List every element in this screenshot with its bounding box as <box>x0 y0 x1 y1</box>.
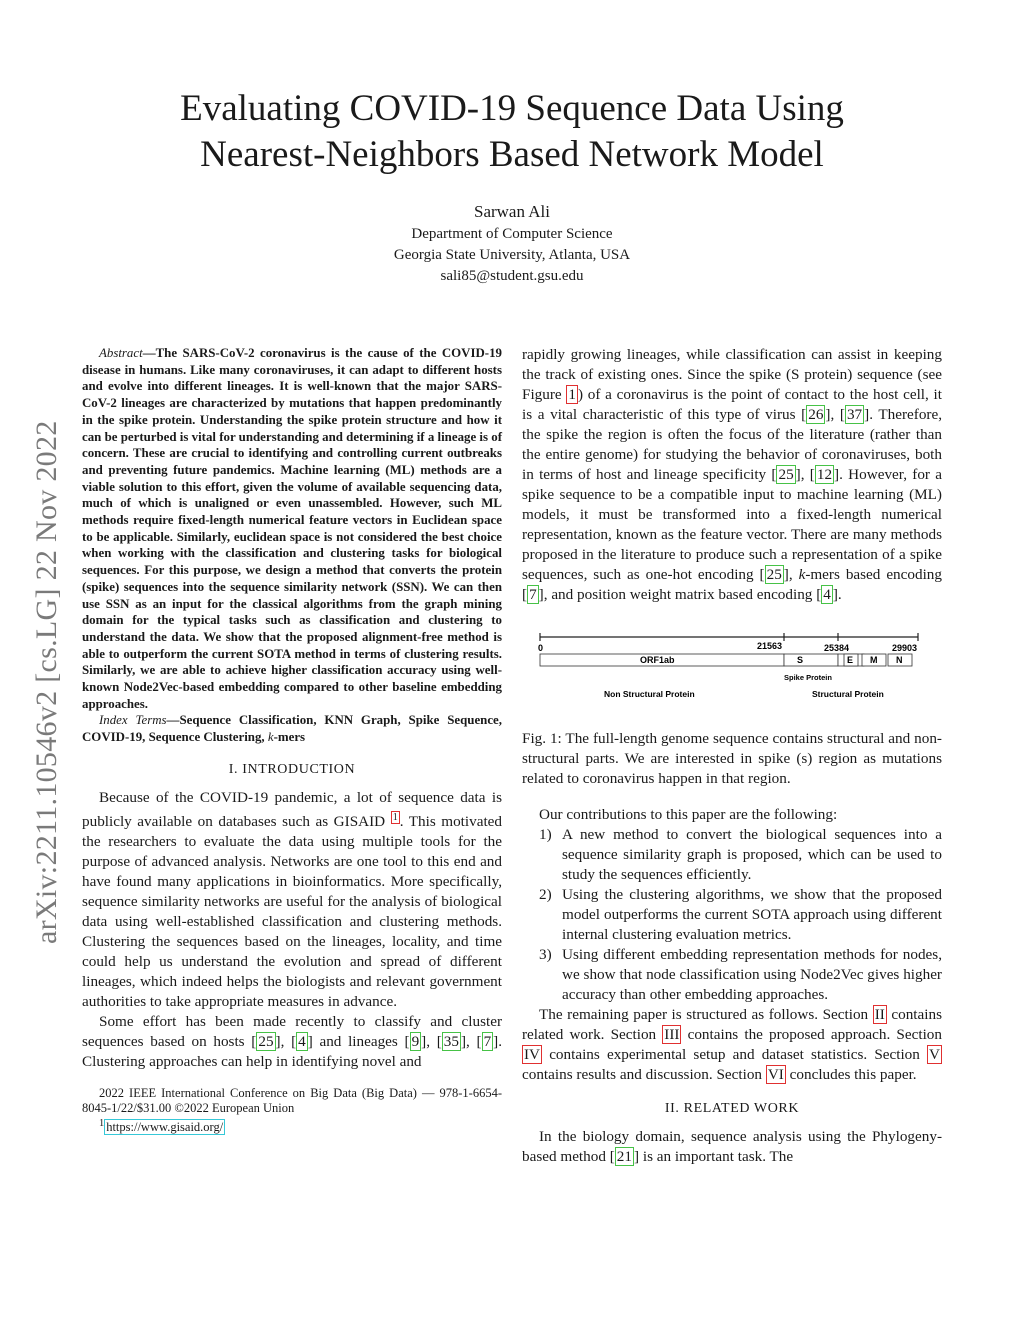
tick-label: 25384 <box>824 643 850 653</box>
section-ref-link[interactable]: IV <box>524 1046 541 1063</box>
list-number: 3) <box>539 946 552 963</box>
citation-link[interactable]: 21 <box>616 1148 632 1165</box>
related-work-paragraph: In the biology domain, sequence analysis using the Phylogeny-based method [ 21 ] is an important task. The <box>522 1128 942 1165</box>
section-title: RELATED WORK <box>683 1101 800 1116</box>
segment-label: N <box>896 655 903 665</box>
text-run: . <box>837 586 842 603</box>
list-item <box>522 945 942 1005</box>
text-run: , <box>788 566 799 583</box>
text-run: , <box>280 1032 292 1050</box>
segment-label: ORF1ab <box>640 655 675 665</box>
text-run: contains the proposed approach. Section <box>681 1026 942 1043</box>
text-run: , <box>830 406 840 423</box>
figure-caption: Fig. 1: The full-length genome sequence contains structural and non-structural parts. We are interested in spike (s) region as mutations related to coronavirus happen in that region. <box>522 730 942 787</box>
text-run: contains related work. Section <box>522 1006 942 1043</box>
intro-paragraph-1 <box>82 788 502 1012</box>
figure-ref-link[interactable]: 1 <box>568 386 576 403</box>
text-run: . Therefore, the spike the region is often the focus of the literature (rather than the entire genome) for studying the behavior of coronaviruses, both in terms of host and lineage specificity <box>522 406 943 483</box>
abstract <box>82 345 502 746</box>
citation-link[interactable]: 35 <box>443 1032 459 1050</box>
segment-label: E <box>847 655 854 665</box>
abstract-label: Abstract <box>99 346 143 360</box>
list-text: Using different embedding representation methods for nodes, we show that node classification using Node2Vec gives higher accuracy than other embedding approaches. <box>562 946 942 1003</box>
index-terms-tail: -mers <box>273 730 306 745</box>
list-text: Using the clustering algorithms, we show that the proposed model outperforms the current SOTA approach using different internal clustering evaluation metrics. <box>562 886 942 943</box>
text-run: Because of the COVID-19 pandemic, a lot of sequence data is publicly available on databases such as GISAID <box>82 788 502 830</box>
structural-label: Structural Protein <box>812 689 884 699</box>
footnote-link[interactable]: 1 <box>392 811 398 823</box>
author-university: Georgia State University, Atlanta, USA <box>393 247 631 263</box>
citation-link[interactable]: 7 <box>529 586 537 603</box>
intro-paragraph-2: Some effort has been made recently to classify and cluster sequences based on hosts [ 25 ], [ 4 ] and lineages [ 9 ], [ 35 ], [ 7 ]. Clustering approaches can help in identifying novel and <box>82 1012 503 1070</box>
text-run: , <box>800 466 810 483</box>
citation-link[interactable]: 4 <box>823 586 831 603</box>
text-run: In the biology domain, sequence analysis using the Phylogeny-based method <box>522 1128 942 1165</box>
url-footnote <box>82 1116 502 1135</box>
title-line-1: Evaluating COVID-19 Sequence Data Using <box>180 88 844 129</box>
section-number: II. <box>664 1101 680 1116</box>
text-run: contains results and discussion. Section <box>522 1066 766 1083</box>
citation-link[interactable]: 37 <box>846 406 863 423</box>
section-heading-introduction <box>82 760 502 780</box>
citation-link[interactable]: 26 <box>808 406 824 423</box>
list-number: 2) <box>539 886 552 903</box>
section-ref-link[interactable]: V <box>929 1046 940 1063</box>
citation-link[interactable]: 25 <box>258 1032 274 1050</box>
footnote-number: 1 <box>99 1117 105 1129</box>
author-name: Sarwan Ali <box>473 202 551 221</box>
text-run: is an important task. The <box>639 1148 794 1165</box>
section-number: I. <box>228 761 239 777</box>
nonstructural-label: Non Structural Protein <box>604 689 695 699</box>
text-run: ) of a coronavirus is the point of contact to the host cell, it is a vital characteristic of this type of virus <box>522 386 942 423</box>
list-item <box>522 825 942 885</box>
contributions-intro: Our contributions to this paper are the following: <box>539 806 838 823</box>
text-run: . This motivated the researchers to evaluate the data using multiple tools for the purpose of advanced analysis. Networks are one tool to this end and have found many applications in bioinformatics. More specifically, sequence similarity networks are useful for the analysis of biological data using well-established classification and clustering methods. Clustering the sequences based on the lineages, locality, and time could help us understand the evolution and spread of different lineages, which indeed helps the biologists and relevant government authorities to take appropriate measures in advance. <box>82 812 503 1010</box>
paper-structure-paragraph <box>522 1005 942 1085</box>
text-run: , <box>426 1032 437 1050</box>
text-run: rapidly growing lineages, while classification can assist in keeping the track of existing ones. Since the spike (S protein) sequence (see Figure <box>522 346 942 403</box>
segment-s <box>784 654 838 666</box>
list-item <box>522 885 942 945</box>
right-column <box>522 345 942 1167</box>
right-paragraph-1: rapidly growing lineages, while classification can assist in keeping the track of existing ones. Since the spike (S protein) sequence (see Figure 1 ) of a coronavirus is the point of contact to the host cell, it is a vital characteristic of this type of virus [ 26 ], [ 37 ]. Therefore, the spike the region is often the focus of the literature (rather than the entire genome) for studying the behavior of coronaviruses, both in terms of host and lineage specificity [ 25 ], [ 12 ]. However, for a spike sequence to be a compatible input to machine learning (ML) models, it must be transformed into a fixed-length numerical representation, known as the feature vector. There are many methods proposed in the literature to produce such a representation of a spike sequences, such as one-hot encoding [ 25 ], k-mers based encoding [ 7 ], and position weight matrix based encoding [ 4 ]. <box>522 346 943 603</box>
citation-link[interactable]: 9 <box>411 1032 420 1050</box>
section-ref-link[interactable]: II <box>874 1006 885 1023</box>
arxiv-stamp: arXiv:2211.10546v2 [cs.LG] 22 Nov 2022 <box>30 420 63 944</box>
index-terms-k: k <box>267 730 274 745</box>
text-run: concludes this paper. <box>785 1066 917 1083</box>
text-run: The remaining paper is structured as follows. Section <box>539 1006 873 1023</box>
math-k: k <box>798 566 806 583</box>
citation-link[interactable]: 25 <box>766 566 782 583</box>
left-column <box>82 345 502 1135</box>
list-text: A new method to convert the biological sequences into a sequence similarity graph is proposed, which can be used to study the sequences efficiently. <box>562 826 942 883</box>
segment-label: M <box>870 655 878 665</box>
segment-label: S <box>797 655 804 665</box>
tick-label: 21563 <box>757 641 783 651</box>
index-terms-label: Index Terms <box>99 713 167 728</box>
genome-diagram <box>522 631 942 713</box>
paper-title <box>0 86 1024 178</box>
gisaid-url-link[interactable]: https://www.gisaid.org/ <box>106 1120 224 1135</box>
citation-link[interactable]: 4 <box>298 1032 306 1050</box>
text-run: . However, for a spike sequence to be a compatible input to machine learning (ML) models, it must be transformed into a fixed-length numerical representation, known as the feature vector. There are many methods proposed in the literature to produce such a representation of a spike sequences, such as one-hot encoding <box>522 466 942 583</box>
list-number: 1) <box>539 826 552 843</box>
author-email: sali85@student.gsu.edu <box>440 268 584 284</box>
text-run: , and position weight matrix based encoding <box>543 586 817 603</box>
footnotes <box>82 1086 502 1135</box>
section-heading-related-work <box>522 1099 942 1119</box>
tick-label: 0 <box>538 643 544 653</box>
conference-footnote: 2022 IEEE International Conference on Big Data (Big Data) — 978-1-6654-8045-1/22/$31.00 ©2022 European Union <box>82 1085 502 1115</box>
abstract-text: —The SARS-CoV-2 coronavirus is the cause of the COVID-19 disease in humans. Like many coronaviruses, it can adapt to different hosts and evolve into different lineages. It is well-known that the major SARS-CoV-2 lineages are characterized by mutations that happen predominantly in the spike protein. Understanding the spike protein structure and how it can be perturbed is vital for understanding and determining if a lineage is of concern. These are crucial to identifying and controlling current outbreaks and preventing future pandemics. Machine learning (ML) methods are a viable solution to this effort, given the volume of available sequencing data, much of which is unaligned or even unassembled. However, such ML methods require fixed-length numerical feature vectors in Euclidean space to be applicable. Similarly, euclidean space is not considered the best choice when working with the classification and clustering tasks for biological sequences. For this purpose, we design a method that converts the protein (spike) sequences into the sequence similarity network (SSN). We can then use SSN as an input for the classical algorithms from the graph mining domain for the typical tasks such as classification and clustering to understand the data. We show that the proposed alignment-free method is able to outperform the current SOTA method in terms of clustering results. Similarly, we are able to achieve higher classification accuracy using well-known Node2Vec-based embedding compared to other baseline embedding approaches. <box>82 346 502 711</box>
text-run: . Clustering approaches can help in identifying novel and <box>82 1032 503 1070</box>
tick-label: 29903 <box>892 643 918 653</box>
text-run: -mers based encoding <box>805 566 942 583</box>
author-department: Department of Computer Science <box>411 226 613 242</box>
section-ref-link[interactable]: III <box>664 1026 680 1043</box>
text-run: contains experimental setup and dataset statistics. Section <box>542 1046 928 1063</box>
citation-link[interactable]: 12 <box>816 466 833 483</box>
text-run: , <box>466 1032 477 1050</box>
title-line-2: Nearest-Neighbors Based Network Model <box>200 134 824 175</box>
section-title: INTRODUCTION <box>242 761 356 777</box>
section-ref-link[interactable]: VI <box>767 1066 784 1083</box>
genome-figure <box>522 631 942 713</box>
spike-protein-label: Spike Protein <box>784 673 832 682</box>
text-run: and lineages <box>312 1032 405 1050</box>
citation-link[interactable]: 7 <box>483 1032 492 1050</box>
text-run: Some effort has been made recently to classify and cluster sequences based on hosts <box>82 1012 502 1050</box>
citation-link[interactable]: 25 <box>778 466 794 483</box>
contributions-list <box>522 825 942 1005</box>
index-terms-text: —Sequence Classification, KNN Graph, Spike Sequence, COVID-19, Sequence Clustering, <box>82 713 503 745</box>
